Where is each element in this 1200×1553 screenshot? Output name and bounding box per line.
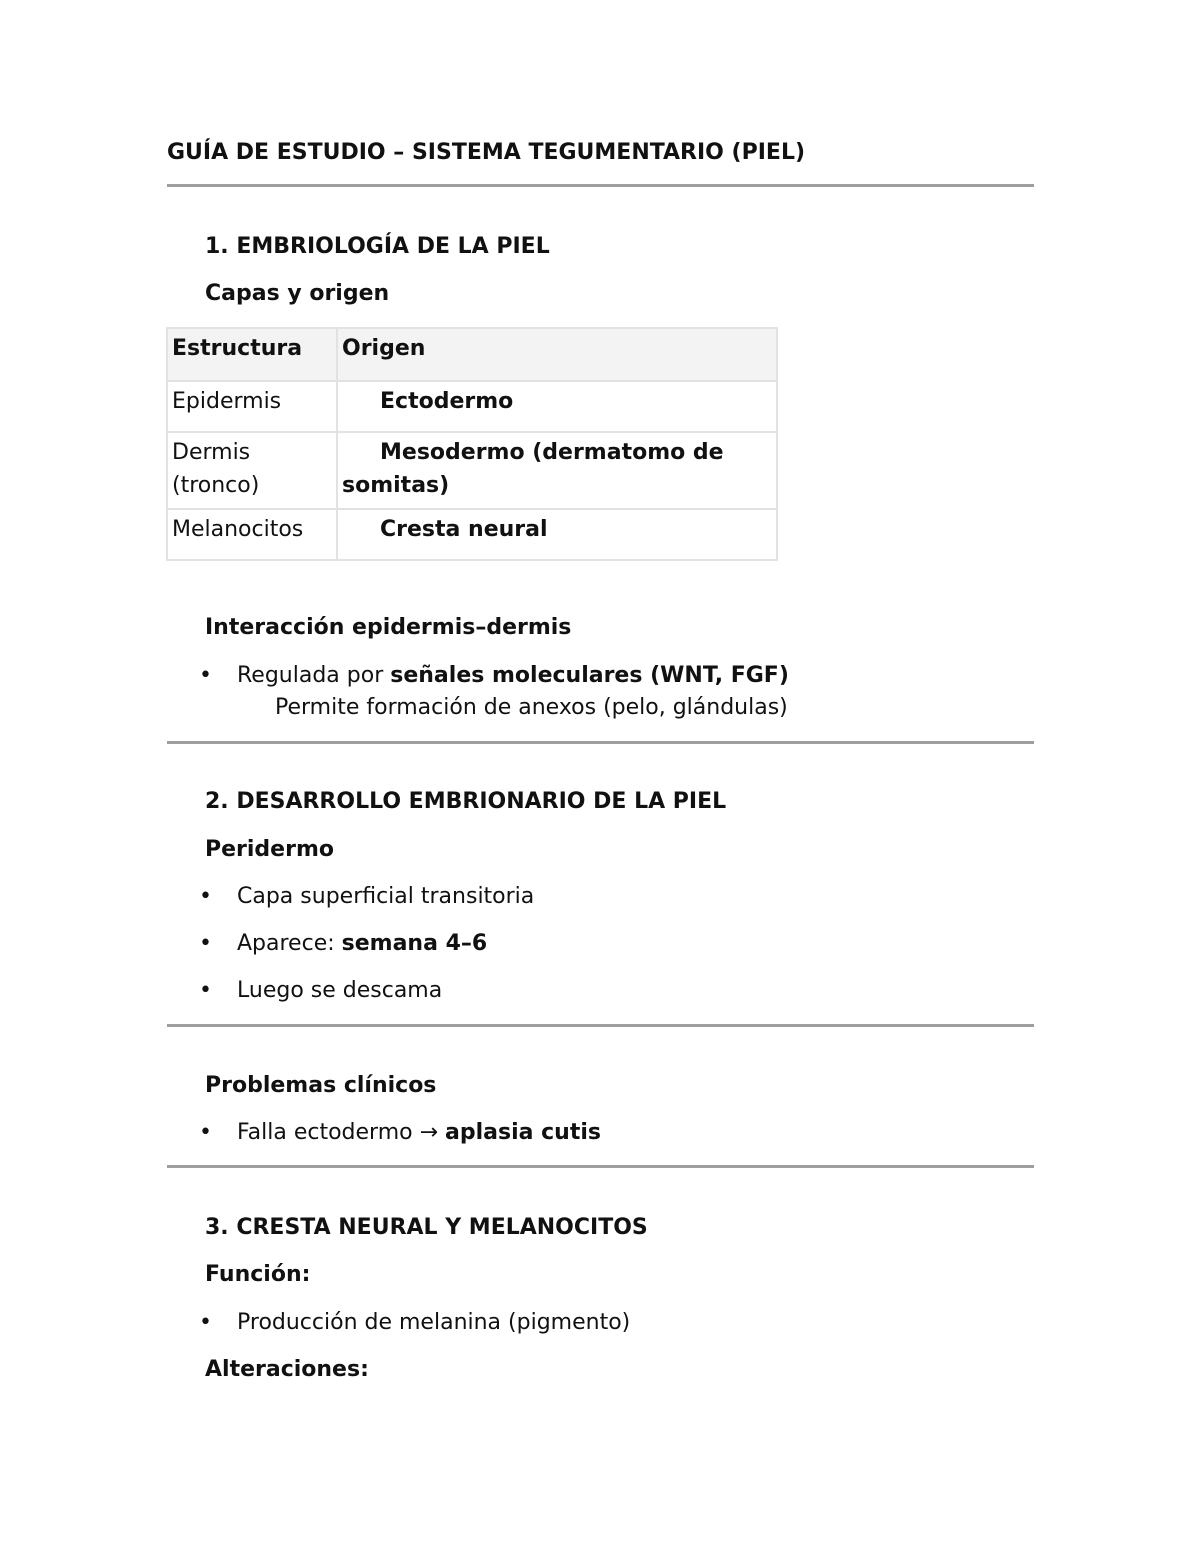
- cell-origen: [337, 432, 777, 509]
- header-estructura: Estructura: [167, 328, 337, 381]
- bullet-glyph: •: [199, 1310, 212, 1335]
- alterations-heading: Alteraciones:: [205, 1357, 369, 1382]
- list-item: Producción de melanina (pigmento): [237, 1310, 631, 1335]
- estructura-line: (tronco): [172, 473, 260, 498]
- list-item-text: Aparece:: [237, 931, 342, 956]
- document-title: GUÍA DE ESTUDIO – SISTEMA TEGUMENTARIO (PIEL): [167, 140, 806, 165]
- origen-line: Mesodermo (dermatomo de: [380, 440, 724, 465]
- origin-table: [166, 327, 778, 561]
- horizontal-rule: [167, 1165, 1034, 1168]
- bullet-glyph: •: [199, 931, 212, 956]
- list-item: Capa superficial transitoria: [237, 884, 535, 909]
- interaction-heading: Interacción epidermis–dermis: [205, 615, 572, 640]
- cell-estructura: Melanocitos: [167, 509, 337, 560]
- list-item: Luego se descama: [237, 978, 443, 1003]
- cell-estructura: [167, 432, 337, 509]
- list-item: [237, 663, 789, 689]
- cell-origen: [337, 509, 777, 560]
- list-item-continuation: Permite formación de anexos (pelo, glándulas): [275, 695, 788, 720]
- list-item: [237, 1120, 601, 1146]
- bullet-glyph: •: [199, 1120, 212, 1145]
- list-item-text: Regulada por: [237, 663, 391, 688]
- list-item-bold: semana 4–6: [341, 931, 488, 956]
- origen-line: somitas): [342, 473, 450, 498]
- list-item-bold: aplasia cutis: [445, 1120, 601, 1145]
- table-header-row: [167, 328, 777, 381]
- section-1-subtitle: Capas y origen: [205, 281, 390, 306]
- bullet-glyph: •: [199, 884, 212, 909]
- list-item-bold: señales moleculares (WNT, FGF): [390, 663, 789, 688]
- table-row: [167, 381, 777, 432]
- bullet-glyph: •: [199, 663, 212, 688]
- peridermo-heading: Peridermo: [205, 837, 334, 862]
- origen-value: Cresta neural: [380, 517, 548, 542]
- list-item: [237, 931, 487, 957]
- horizontal-rule: [167, 184, 1034, 187]
- section-3-title: 3. CRESTA NEURAL Y MELANOCITOS: [205, 1215, 648, 1240]
- list-item-text: Falla ectodermo →: [237, 1120, 446, 1145]
- problems-heading: Problemas clínicos: [205, 1073, 437, 1098]
- cell-origen: [337, 381, 777, 432]
- function-heading: Función:: [205, 1262, 311, 1287]
- bullet-glyph: •: [199, 978, 212, 1003]
- estructura-line: Dermis: [172, 440, 251, 465]
- horizontal-rule: [167, 1024, 1034, 1027]
- cell-estructura: Epidermis: [167, 381, 337, 432]
- table-row: [167, 509, 777, 560]
- origen-value: Ectodermo: [380, 389, 514, 414]
- section-2-title: 2. DESARROLLO EMBRIONARIO DE LA PIEL: [205, 789, 727, 814]
- section-1-title: 1. EMBRIOLOGÍA DE LA PIEL: [205, 234, 550, 259]
- header-origen: Origen: [337, 328, 777, 381]
- table-row: [167, 432, 777, 509]
- horizontal-rule: [167, 741, 1034, 744]
